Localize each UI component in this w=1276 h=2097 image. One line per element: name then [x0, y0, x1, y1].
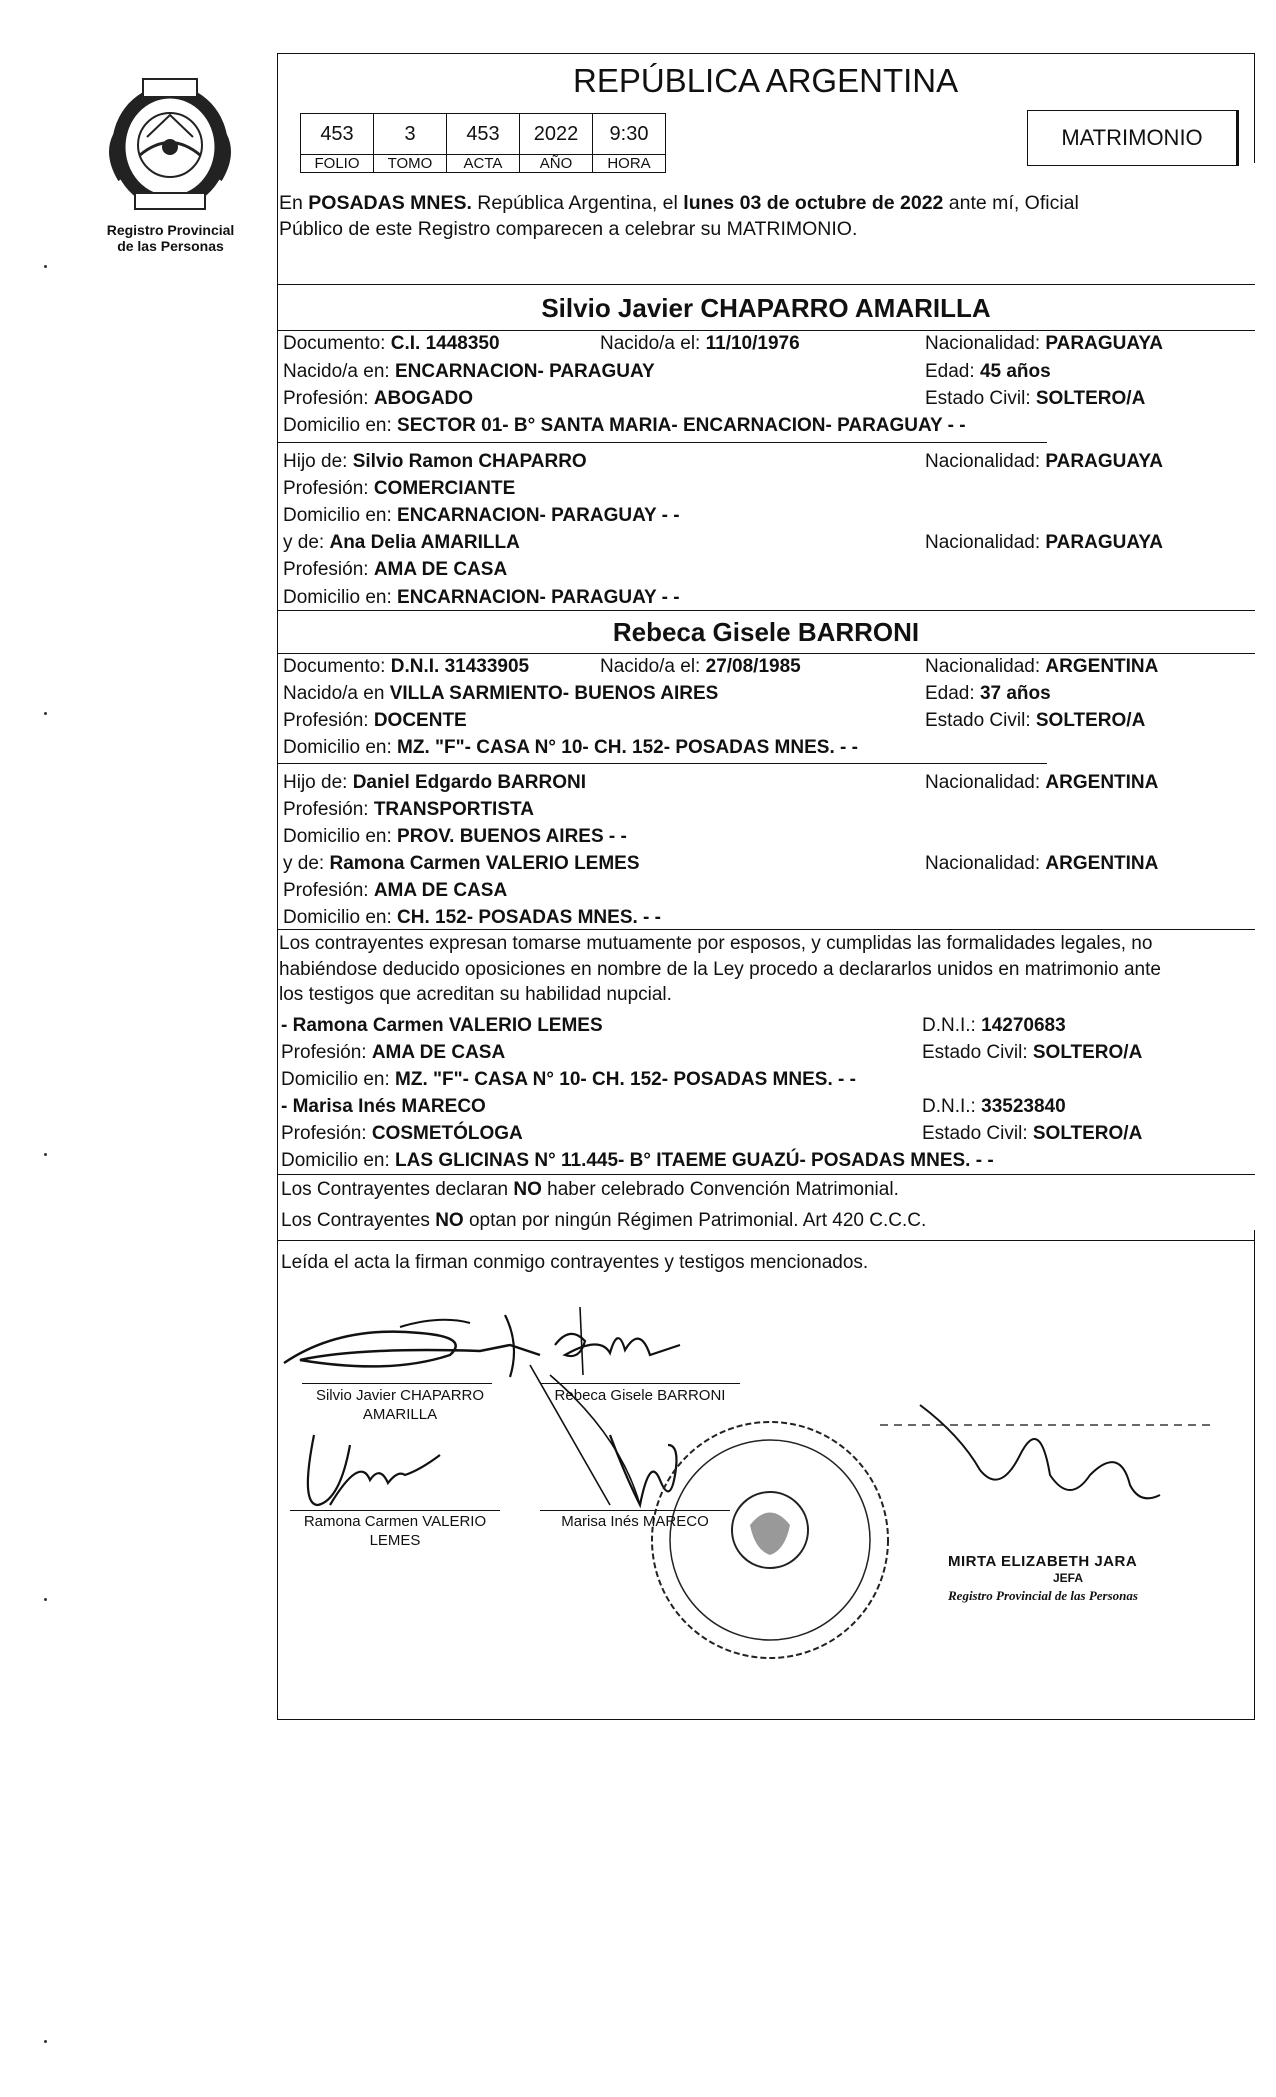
declaration-divider — [277, 929, 1255, 930]
logo-caption-line2: de las Personas — [117, 238, 224, 254]
declaration-line2: habiéndose deducido oposiciones en nombre de la Ley procedo a declararlos unidos en matrimonio ante — [279, 958, 1161, 980]
acta-label: ACTA — [447, 155, 520, 173]
groom-signature-icon — [284, 1332, 540, 1367]
bride-father-address: Domicilio en: PROV. BUENOS AIRES - - — [283, 826, 627, 847]
witness1-name: - Ramona Carmen VALERIO LEMES — [281, 1015, 603, 1036]
declaration-line1: Los contrayentes expresan tomarse mutuamente por esposos, y cumplidas las formalidades legales, no — [279, 933, 1153, 954]
registry-logo — [95, 75, 245, 215]
groom-mother: y de: Ana Delia AMARILLA — [283, 532, 520, 553]
tomo-label: TOMO — [374, 155, 447, 173]
closing-divider — [277, 1240, 1255, 1241]
groom-parents-divider — [277, 442, 1047, 443]
groom-mother-address: Domicilio en: ENCARNACION- PARAGUAY - - — [283, 587, 680, 608]
groom-mother-nationality: Nacionalidad: PARAGUAYA — [925, 532, 1163, 553]
officer-stamp — [948, 1553, 1188, 1604]
scan-speck — [44, 1598, 47, 1601]
page-title: REPÚBLICA ARGENTINA — [573, 62, 959, 99]
logo-caption — [78, 222, 263, 254]
groom-birthdate: Nacido/a el: 11/10/1976 — [600, 333, 800, 354]
groom-civil-status: Estado Civil: SOLTERO/A — [925, 388, 1146, 409]
anio-label: AÑO — [520, 155, 593, 173]
intro-place: POSADAS MNES. — [308, 192, 472, 214]
bride-mother: y de: Ramona Carmen VALERIO LEMES — [283, 853, 640, 874]
intro-text — [279, 190, 1254, 242]
intro-date: lunes 03 de octubre de 2022 — [683, 192, 944, 214]
bride-document: Documento: D.N.I. 31433905 — [283, 656, 530, 677]
groom-name-underline — [277, 330, 1255, 331]
officer-org: Registro Provincial de las Personas — [948, 1588, 1138, 1603]
witness2-signature-icon — [610, 1435, 676, 1505]
hora-label: HORA — [593, 155, 666, 173]
scan-speck — [44, 2040, 47, 2043]
declaration-text — [279, 931, 1254, 1008]
witness1-civil-status: Estado Civil: SOLTERO/A — [922, 1042, 1143, 1063]
provincial-shield-icon — [95, 75, 245, 215]
frame-top — [277, 53, 1255, 54]
witness2-sig-line — [540, 1510, 730, 1511]
witness1-address: Domicilio en: MZ. "F"- CASA N° 10- CH. 152- POSADAS MNES. - - — [281, 1069, 856, 1090]
logo-caption-line1: Registro Provincial — [106, 222, 235, 238]
bride-nationality: Nacionalidad: ARGENTINA — [925, 656, 1159, 677]
intro-line2: Público de este Registro comparecen a celebrar su MATRIMONIO. — [279, 218, 858, 240]
bride-mother-profession: Profesión: AMA DE CASA — [283, 880, 508, 901]
witness2-name: - Marisa Inés MARECO — [281, 1096, 486, 1117]
witness2-address: Domicilio en: LAS GLICINAS N° 11.445- B° ITAEME GUAZÚ- POSADAS MNES. - - — [281, 1150, 994, 1171]
frame-right-lower — [1254, 1230, 1255, 1720]
doc-type-box — [1027, 110, 1239, 166]
groom-father-address: Domicilio en: ENCARNACION- PARAGUAY - - — [283, 505, 680, 526]
groom-profession: Profesión: ABOGADO — [283, 388, 474, 409]
witness1-sig-line — [290, 1510, 500, 1511]
bride-parents-divider — [277, 763, 1047, 764]
bride-birthplace: Nacido/a en VILLA SARMIENTO- BUENOS AIRES — [283, 683, 719, 704]
frame-bottom — [277, 1719, 1255, 1720]
groom-father: Hijo de: Silvio Ramon CHAPARRO — [283, 451, 587, 472]
groom-address: Domicilio en: SECTOR 01- B° SANTA MARIA- ENCARNACION- PARAGUAY - - — [283, 415, 966, 436]
groom-divider — [277, 284, 1255, 285]
bride-mother-address: Domicilio en: CH. 152- POSADAS MNES. - - — [283, 907, 661, 928]
bride-name-underline — [277, 653, 1255, 654]
doc-type-label: MATRIMONIO — [1061, 125, 1203, 150]
groom-age: Edad: 45 años — [925, 361, 1051, 382]
bride-mother-nationality: Nacionalidad: ARGENTINA — [925, 853, 1159, 874]
groom-birthplace: Nacido/a en: ENCARNACION- PARAGUAY — [283, 361, 655, 382]
bride-age: Edad: 37 años — [925, 683, 1051, 704]
frame-right — [1254, 53, 1255, 163]
bride-divider — [277, 610, 1255, 611]
signatures-scribbles — [280, 1305, 1240, 1665]
groom-father-nationality: Nacionalidad: PARAGUAYA — [925, 451, 1163, 472]
groom-father-profession: Profesión: COMERCIANTE — [283, 478, 516, 499]
officer-role: JEFA — [1052, 1571, 1083, 1585]
registry-round-seal-icon — [652, 1422, 888, 1658]
intro-suffix: ante mí, Oficial — [943, 192, 1079, 214]
folio-label: FOLIO — [301, 155, 374, 173]
bride-signature-label: Rebeca Gisele BARRONI — [554, 1387, 726, 1404]
intro-mid: República Argentina, el — [471, 192, 684, 214]
witness1-dni: D.N.I.: 14270683 — [922, 1015, 1066, 1036]
hora-value: 9:30 — [593, 114, 666, 155]
declaration-line3: los testigos que acreditan su habilidad nupcial. — [279, 984, 672, 1005]
officer-signature-icon — [920, 1405, 1160, 1498]
folio-value: 453 — [301, 114, 374, 155]
bride-father-nationality: Nacionalidad: ARGENTINA — [925, 772, 1159, 793]
acta-value: 453 — [447, 114, 520, 155]
bride-sig-line — [540, 1383, 740, 1384]
witness2-civil-status: Estado Civil: SOLTERO/A — [922, 1123, 1143, 1144]
witness2-dni: D.N.I.: 33523840 — [922, 1096, 1066, 1117]
bride-father: Hijo de: Daniel Edgardo BARRONI — [283, 772, 587, 793]
witness1-profession: Profesión: AMA DE CASA — [281, 1042, 506, 1063]
bride-name: Rebeca Gisele BARRONI — [612, 617, 920, 647]
act-metadata-table — [300, 113, 666, 173]
groom-signature-label: Silvio Javier CHAPARRO AMARILLA — [315, 1387, 485, 1423]
bride-profession: Profesión: DOCENTE — [283, 710, 467, 731]
bride-address: Domicilio en: MZ. "F"- CASA N° 10- CH. 152- POSADAS MNES. - - — [283, 737, 858, 758]
convention-line1: Los Contrayentes declaran NO haber celebrado Convención Matrimonial. — [281, 1179, 899, 1200]
bride-father-profession: Profesión: TRANSPORTISTA — [283, 799, 534, 820]
groom-name: Silvio Javier CHAPARRO AMARILLA — [541, 293, 991, 323]
tomo-value: 3 — [374, 114, 447, 155]
witness1-signature-icon — [308, 1435, 440, 1505]
groom-sig-line — [302, 1383, 492, 1384]
bride-birthdate: Nacido/a el: 27/08/1985 — [600, 656, 801, 677]
witness2-signature-label: Marisa Inés MARECO — [561, 1513, 709, 1530]
closing-text: Leída el acta la firman conmigo contrayentes y testigos mencionados. — [281, 1252, 869, 1273]
groom-document: Documento: C.I. 1448350 — [283, 333, 500, 354]
convention-line2: Los Contrayentes NO optan por ningún Régimen Patrimonial. Art 420 C.C.C. — [281, 1210, 927, 1231]
anio-value: 2022 — [520, 114, 593, 155]
officer-name: MIRTA ELIZABETH JARA — [948, 1553, 1138, 1570]
groom-nationality: Nacionalidad: PARAGUAYA — [925, 333, 1163, 354]
intro-prefix: En — [279, 192, 309, 214]
witness1-signature-label: Ramona Carmen VALERIO LEMES — [303, 1513, 487, 1549]
bride-civil-status: Estado Civil: SOLTERO/A — [925, 710, 1146, 731]
witness2-profession: Profesión: COSMETÓLOGA — [281, 1123, 523, 1144]
convention-divider — [277, 1174, 1255, 1175]
scan-speck — [44, 712, 47, 715]
scan-speck — [44, 265, 47, 268]
scan-speck — [44, 1153, 47, 1156]
groom-mother-profession: Profesión: AMA DE CASA — [283, 559, 508, 580]
